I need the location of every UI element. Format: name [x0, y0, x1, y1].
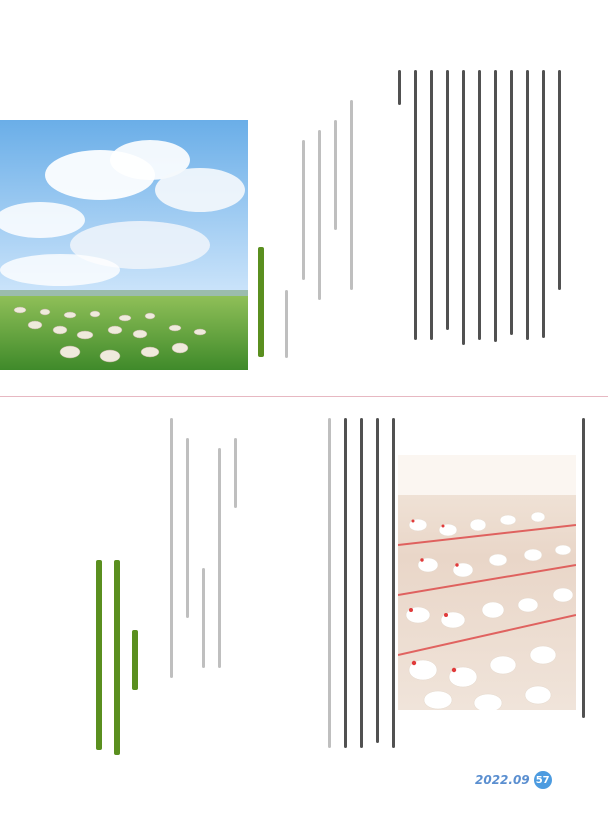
page-footer: [475, 771, 552, 789]
article-title-vertical: [254, 247, 268, 357]
issue-label: 2022.09: [475, 773, 530, 787]
sheep-grassland-photo: [0, 120, 248, 370]
page-number: 57: [534, 771, 552, 789]
body-text-bottom: [168, 418, 398, 758]
section-divider: [0, 396, 608, 397]
section-title-vertical: [90, 555, 150, 760]
chicken-farm-photo: [398, 455, 576, 710]
body-text-right: [580, 418, 600, 718]
credit-lines: [282, 290, 296, 360]
body-text-top: [300, 60, 570, 360]
